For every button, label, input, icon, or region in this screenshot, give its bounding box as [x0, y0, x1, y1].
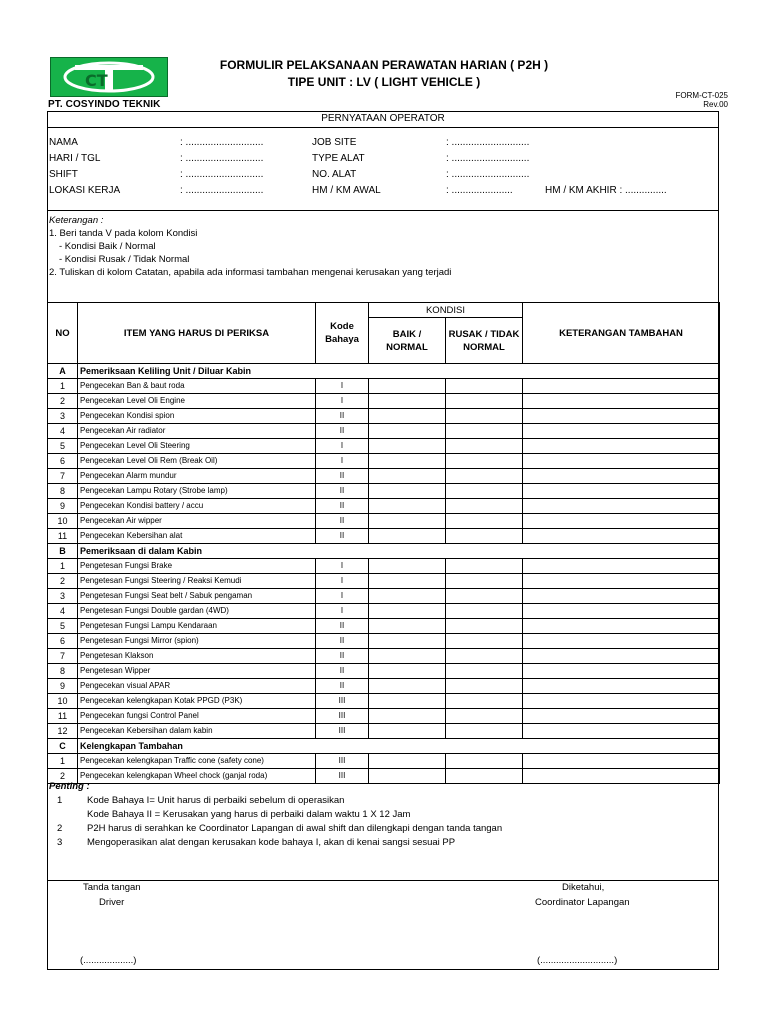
penting-item-number: 2	[57, 823, 63, 834]
table-row	[48, 469, 720, 484]
row-number: 2	[48, 574, 78, 589]
row-number: 8	[48, 484, 78, 499]
cell-keterangan[interactable]	[523, 529, 720, 544]
row-item: Pengecekan Level Oli Engine	[78, 394, 316, 409]
field-label-hm-km-awal: HM / KM AWAL	[312, 185, 381, 196]
cell-keterangan[interactable]	[523, 649, 720, 664]
row-number: 5	[48, 619, 78, 634]
penting-item	[49, 794, 709, 808]
row-kode-bahaya: I	[316, 604, 369, 619]
check-cell-rusak[interactable]	[446, 679, 523, 694]
signature-driver-blank[interactable]: (...................)	[80, 955, 137, 966]
row-number: 11	[48, 529, 78, 544]
section-code: C	[48, 739, 78, 754]
row-number: 6	[48, 454, 78, 469]
check-cell-baik[interactable]	[369, 709, 446, 724]
keterangan-block	[49, 214, 451, 279]
row-item: Pengetesan Fungsi Seat belt / Sabuk pengaman	[78, 589, 316, 604]
check-cell-rusak[interactable]	[446, 424, 523, 439]
check-cell-rusak[interactable]	[446, 604, 523, 619]
cell-keterangan[interactable]	[523, 514, 720, 529]
check-cell-rusak[interactable]	[446, 619, 523, 634]
cell-keterangan[interactable]	[523, 394, 720, 409]
row-item: Pengecekan Lampu Rotary (Strobe lamp)	[78, 484, 316, 499]
check-cell-rusak[interactable]	[446, 694, 523, 709]
row-kode-bahaya: I	[316, 379, 369, 394]
row-kode-bahaya: II	[316, 619, 369, 634]
row-item: Pengecekan kelengkapan Kotak PPGD (P3K)	[78, 694, 316, 709]
header-kondisi: KONDISI	[369, 303, 523, 318]
cell-keterangan[interactable]	[523, 664, 720, 679]
operator-section-title: PERNYATAAN OPERATOR	[321, 113, 445, 124]
field-no-alat-blank[interactable]: : ............................	[446, 169, 530, 180]
keterangan-line: 1. Beri tanda V pada kolom Kondisi	[49, 228, 198, 239]
table-row	[48, 619, 720, 634]
table-row	[48, 649, 720, 664]
svg-text:CT: CT	[85, 71, 108, 90]
check-cell-baik[interactable]	[369, 439, 446, 454]
row-item: Pengecekan kelengkapan Wheel chock (ganjal roda)	[78, 769, 316, 784]
company-name: PT. COSYINDO TEKNIK	[48, 99, 161, 110]
table-row	[48, 679, 720, 694]
row-item: Pengecekan Alarm mundur	[78, 469, 316, 484]
field-label-shift: SHIFT	[49, 169, 78, 180]
row-item: Pengecekan Air wipper	[78, 514, 316, 529]
check-cell-baik[interactable]	[369, 754, 446, 769]
header-no: NO	[48, 303, 78, 364]
row-number: 5	[48, 439, 78, 454]
check-cell-baik[interactable]	[369, 514, 446, 529]
check-cell-baik[interactable]	[369, 589, 446, 604]
check-cell-baik[interactable]	[369, 604, 446, 619]
cell-keterangan[interactable]	[523, 424, 720, 439]
check-cell-baik[interactable]	[369, 559, 446, 574]
checklist-body	[48, 364, 720, 784]
row-number: 12	[48, 724, 78, 739]
check-cell-rusak[interactable]	[446, 724, 523, 739]
signature-coordinator-blank[interactable]: (............................)	[537, 955, 618, 966]
table-row	[48, 664, 720, 679]
check-cell-baik[interactable]	[369, 694, 446, 709]
row-item: Pengecekan visual APAR	[78, 679, 316, 694]
row-item: Pengecekan Kebersihan dalam kabin	[78, 724, 316, 739]
table-row	[48, 709, 720, 724]
cell-keterangan[interactable]	[523, 439, 720, 454]
row-kode-bahaya: II	[316, 484, 369, 499]
row-kode-bahaya: III	[316, 709, 369, 724]
penting-item-number: 3	[57, 837, 63, 848]
penting-item	[49, 808, 709, 822]
keterangan-line: - Kondisi Rusak / Tidak Normal	[59, 254, 190, 265]
cell-keterangan[interactable]	[523, 634, 720, 649]
check-cell-baik[interactable]	[369, 379, 446, 394]
cell-keterangan[interactable]	[523, 619, 720, 634]
field-type-alat-blank[interactable]: : ............................	[446, 153, 530, 164]
table-row	[48, 694, 720, 709]
table-row	[48, 754, 720, 769]
row-number: 10	[48, 514, 78, 529]
penting-item-text: Kode Bahaya II = Kerusakan yang harus di perbaiki dalam waktu 1 X 12 Jam	[87, 809, 411, 820]
field-hari-tgl-blank[interactable]: : ............................	[180, 153, 264, 164]
check-cell-baik[interactable]	[369, 664, 446, 679]
checklist-table	[47, 302, 720, 784]
row-kode-bahaya: III	[316, 754, 369, 769]
row-kode-bahaya: II	[316, 679, 369, 694]
row-item: Pengecekan Kebersihan alat	[78, 529, 316, 544]
row-number: 1	[48, 559, 78, 574]
row-number: 9	[48, 679, 78, 694]
field-hm-km-akhir[interactable]: HM / KM AKHIR : ...............	[545, 185, 667, 196]
cell-keterangan[interactable]	[523, 379, 720, 394]
row-number: 10	[48, 694, 78, 709]
cell-keterangan[interactable]	[523, 559, 720, 574]
row-number: 1	[48, 379, 78, 394]
table-row	[48, 439, 720, 454]
table-row	[48, 634, 720, 649]
table-row	[48, 394, 720, 409]
cell-keterangan[interactable]	[523, 604, 720, 619]
field-label-lokasi-kerja: LOKASI KERJA	[49, 185, 121, 196]
divider	[47, 210, 719, 211]
row-number: 4	[48, 604, 78, 619]
table-row	[48, 529, 720, 544]
form-title: FORMULIR PELAKSANAAN PERAWATAN HARIAN ( P2H )	[219, 58, 549, 72]
form-code-number: FORM-CT-025	[675, 91, 728, 100]
row-kode-bahaya: II	[316, 424, 369, 439]
row-kode-bahaya: I	[316, 394, 369, 409]
row-kode-bahaya: II	[316, 469, 369, 484]
check-cell-baik[interactable]	[369, 409, 446, 424]
row-kode-bahaya: II	[316, 499, 369, 514]
check-cell-rusak[interactable]	[446, 379, 523, 394]
check-cell-baik[interactable]	[369, 499, 446, 514]
check-cell-rusak[interactable]	[446, 649, 523, 664]
row-number: 9	[48, 499, 78, 514]
row-item: Pengetesan Fungsi Double gardan (4WD)	[78, 604, 316, 619]
check-cell-baik[interactable]	[369, 424, 446, 439]
row-kode-bahaya: III	[316, 694, 369, 709]
header-baik-normal: BAIK / NORMAL	[369, 318, 446, 364]
cell-keterangan[interactable]	[523, 574, 720, 589]
row-item: Pengecekan Level Oli Steering	[78, 439, 316, 454]
row-number: 3	[48, 409, 78, 424]
row-item: Pengecekan fungsi Control Panel	[78, 709, 316, 724]
header-item: ITEM YANG HARUS DI PERIKSA	[78, 303, 316, 364]
cell-keterangan[interactable]	[523, 589, 720, 604]
penting-item-number: 1	[57, 795, 63, 806]
section-row	[48, 364, 720, 379]
section-title: Pemeriksaan Keliling Unit / Diluar Kabin	[78, 364, 720, 379]
table-row	[48, 409, 720, 424]
field-lokasi-kerja-blank[interactable]: : ............................	[180, 185, 264, 196]
check-cell-baik[interactable]	[369, 634, 446, 649]
row-kode-bahaya: II	[316, 529, 369, 544]
table-row	[48, 484, 720, 499]
check-cell-baik[interactable]	[369, 454, 446, 469]
penting-item-text: Kode Bahaya I= Unit harus di perbaiki sebelum di operasikan	[87, 795, 345, 806]
check-cell-baik[interactable]	[369, 619, 446, 634]
table-row	[48, 604, 720, 619]
keterangan-line: 2. Tuliskan di kolom Catatan, apabila ada informasi tambahan mengenai kerusakan yang terjadi	[49, 267, 452, 278]
check-cell-rusak[interactable]	[446, 514, 523, 529]
row-item: Pengetesan Wipper	[78, 664, 316, 679]
cell-keterangan[interactable]	[523, 694, 720, 709]
header-keterangan-tambahan: KETERANGAN TAMBAHAN	[523, 303, 720, 364]
check-cell-baik[interactable]	[369, 394, 446, 409]
row-item: Pengecekan Level Oli Rem (Break Oil)	[78, 454, 316, 469]
row-item: Pengecekan Kondisi spion	[78, 409, 316, 424]
check-cell-rusak[interactable]	[446, 754, 523, 769]
section-title: Pemeriksaan di dalam Kabin	[78, 544, 720, 559]
cell-keterangan[interactable]	[523, 499, 720, 514]
penting-item-number	[49, 808, 87, 822]
row-number: 1	[48, 754, 78, 769]
table-row	[48, 424, 720, 439]
cell-keterangan[interactable]	[523, 709, 720, 724]
field-shift-blank[interactable]: : ............................	[180, 169, 264, 180]
cell-keterangan[interactable]	[523, 679, 720, 694]
penting-item	[49, 836, 709, 850]
check-cell-rusak[interactable]	[446, 574, 523, 589]
row-number: 2	[48, 394, 78, 409]
table-row	[48, 589, 720, 604]
row-item: Pengecekan Kondisi battery / accu	[78, 499, 316, 514]
check-cell-rusak[interactable]	[446, 589, 523, 604]
field-label-job-site: JOB SITE	[312, 137, 357, 148]
check-cell-rusak[interactable]	[446, 409, 523, 424]
penting-item-text: Mengoperasikan alat dengan kerusakan kode bahaya I, akan di kenai sangsi sesuai PP	[87, 837, 456, 848]
field-label-hari-tgl: HARI / TGL	[49, 153, 101, 164]
penting-list	[49, 794, 709, 850]
section-title: Kelengkapan Tambahan	[78, 739, 720, 754]
field-label-type-alat: TYPE ALAT	[312, 153, 365, 164]
penting-item-text: P2H harus di serahkan ke Coordinator Lapangan di awal shift dan dilengkapi dengan tanda tangan	[87, 823, 503, 834]
row-kode-bahaya: I	[316, 559, 369, 574]
check-cell-rusak[interactable]	[446, 559, 523, 574]
row-kode-bahaya: II	[316, 634, 369, 649]
signature-driver-label: Tanda tangan	[83, 882, 141, 893]
check-cell-rusak[interactable]	[446, 394, 523, 409]
keterangan-title: Keterangan :	[49, 215, 104, 226]
row-item: Pengetesan Fungsi Mirror (spion)	[78, 634, 316, 649]
section-code: B	[48, 544, 78, 559]
check-cell-rusak[interactable]	[446, 484, 523, 499]
row-number: 8	[48, 664, 78, 679]
row-kode-bahaya: III	[316, 769, 369, 784]
check-cell-rusak[interactable]	[446, 529, 523, 544]
check-cell-baik[interactable]	[369, 649, 446, 664]
table-row	[48, 724, 720, 739]
row-kode-bahaya: I	[316, 589, 369, 604]
row-item: Pengecekan Air radiator	[78, 424, 316, 439]
form-revision: Rev.00	[703, 100, 728, 109]
check-cell-rusak[interactable]	[446, 454, 523, 469]
row-number: 6	[48, 634, 78, 649]
table-row	[48, 514, 720, 529]
check-cell-rusak[interactable]	[446, 439, 523, 454]
field-label-nama: NAMA	[49, 137, 78, 148]
field-job-site-blank[interactable]: : ............................	[446, 137, 530, 148]
row-kode-bahaya: III	[316, 724, 369, 739]
section-row	[48, 544, 720, 559]
signature-coordinator-label: Diketahui,	[562, 882, 605, 893]
row-item: Pengetesan Fungsi Lampu Kendaraan	[78, 619, 316, 634]
check-cell-baik[interactable]	[369, 679, 446, 694]
field-hm-km-awal-blank[interactable]: : ......................	[446, 185, 513, 196]
header-kode-bahaya: Kode Bahaya	[316, 303, 369, 364]
row-kode-bahaya: II	[316, 514, 369, 529]
row-kode-bahaya: II	[316, 664, 369, 679]
row-number: 7	[48, 649, 78, 664]
form-code	[676, 91, 728, 109]
cell-keterangan[interactable]	[523, 484, 720, 499]
cell-keterangan[interactable]	[523, 409, 720, 424]
divider	[47, 880, 719, 881]
row-kode-bahaya: II	[316, 409, 369, 424]
row-item: Pengetesan Klakson	[78, 649, 316, 664]
row-kode-bahaya: I	[316, 439, 369, 454]
table-row	[48, 499, 720, 514]
row-item: Pengecekan kelengkapan Traffic cone (safety cone)	[78, 754, 316, 769]
header-rusak-tidak-normal: RUSAK / TIDAK NORMAL	[446, 318, 523, 364]
check-cell-rusak[interactable]	[446, 664, 523, 679]
row-number: 7	[48, 469, 78, 484]
check-cell-rusak[interactable]	[446, 709, 523, 724]
row-number: 4	[48, 424, 78, 439]
penting-block	[49, 780, 709, 850]
penting-title: Penting :	[49, 781, 90, 792]
divider	[47, 127, 719, 128]
table-row	[48, 574, 720, 589]
section-row	[48, 739, 720, 754]
check-cell-baik[interactable]	[369, 574, 446, 589]
signature-coordinator-role: Coordinator Lapangan	[535, 897, 630, 908]
row-number: 11	[48, 709, 78, 724]
row-number: 3	[48, 589, 78, 604]
table-row	[48, 379, 720, 394]
check-cell-rusak[interactable]	[446, 469, 523, 484]
row-kode-bahaya: I	[316, 574, 369, 589]
row-number: 2	[48, 769, 78, 784]
check-cell-baik[interactable]	[369, 484, 446, 499]
section-code: A	[48, 364, 78, 379]
keterangan-line: - Kondisi Baik / Normal	[59, 241, 156, 252]
cell-keterangan[interactable]	[523, 454, 720, 469]
penting-item	[49, 822, 709, 836]
table-row	[48, 559, 720, 574]
check-cell-rusak[interactable]	[446, 499, 523, 514]
row-kode-bahaya: II	[316, 649, 369, 664]
unit-type-title: TIPE UNIT : LV ( LIGHT VEHICLE )	[287, 75, 481, 89]
check-cell-baik[interactable]	[369, 529, 446, 544]
row-kode-bahaya: I	[316, 454, 369, 469]
check-cell-rusak[interactable]	[446, 634, 523, 649]
signature-driver-role: Driver	[99, 897, 125, 908]
row-item: Pengecekan Ban & baut roda	[78, 379, 316, 394]
row-item: Pengetesan Fungsi Steering / Reaksi Kemudi	[78, 574, 316, 589]
table-row	[48, 454, 720, 469]
cell-keterangan[interactable]	[523, 724, 720, 739]
check-cell-baik[interactable]	[369, 469, 446, 484]
cell-keterangan[interactable]	[523, 469, 720, 484]
row-item: Pengetesan Fungsi Brake	[78, 559, 316, 574]
cell-keterangan[interactable]	[523, 754, 720, 769]
check-cell-baik[interactable]	[369, 724, 446, 739]
field-label-no-alat: NO. ALAT	[312, 169, 357, 180]
field-nama-blank[interactable]: : ............................	[180, 137, 264, 148]
